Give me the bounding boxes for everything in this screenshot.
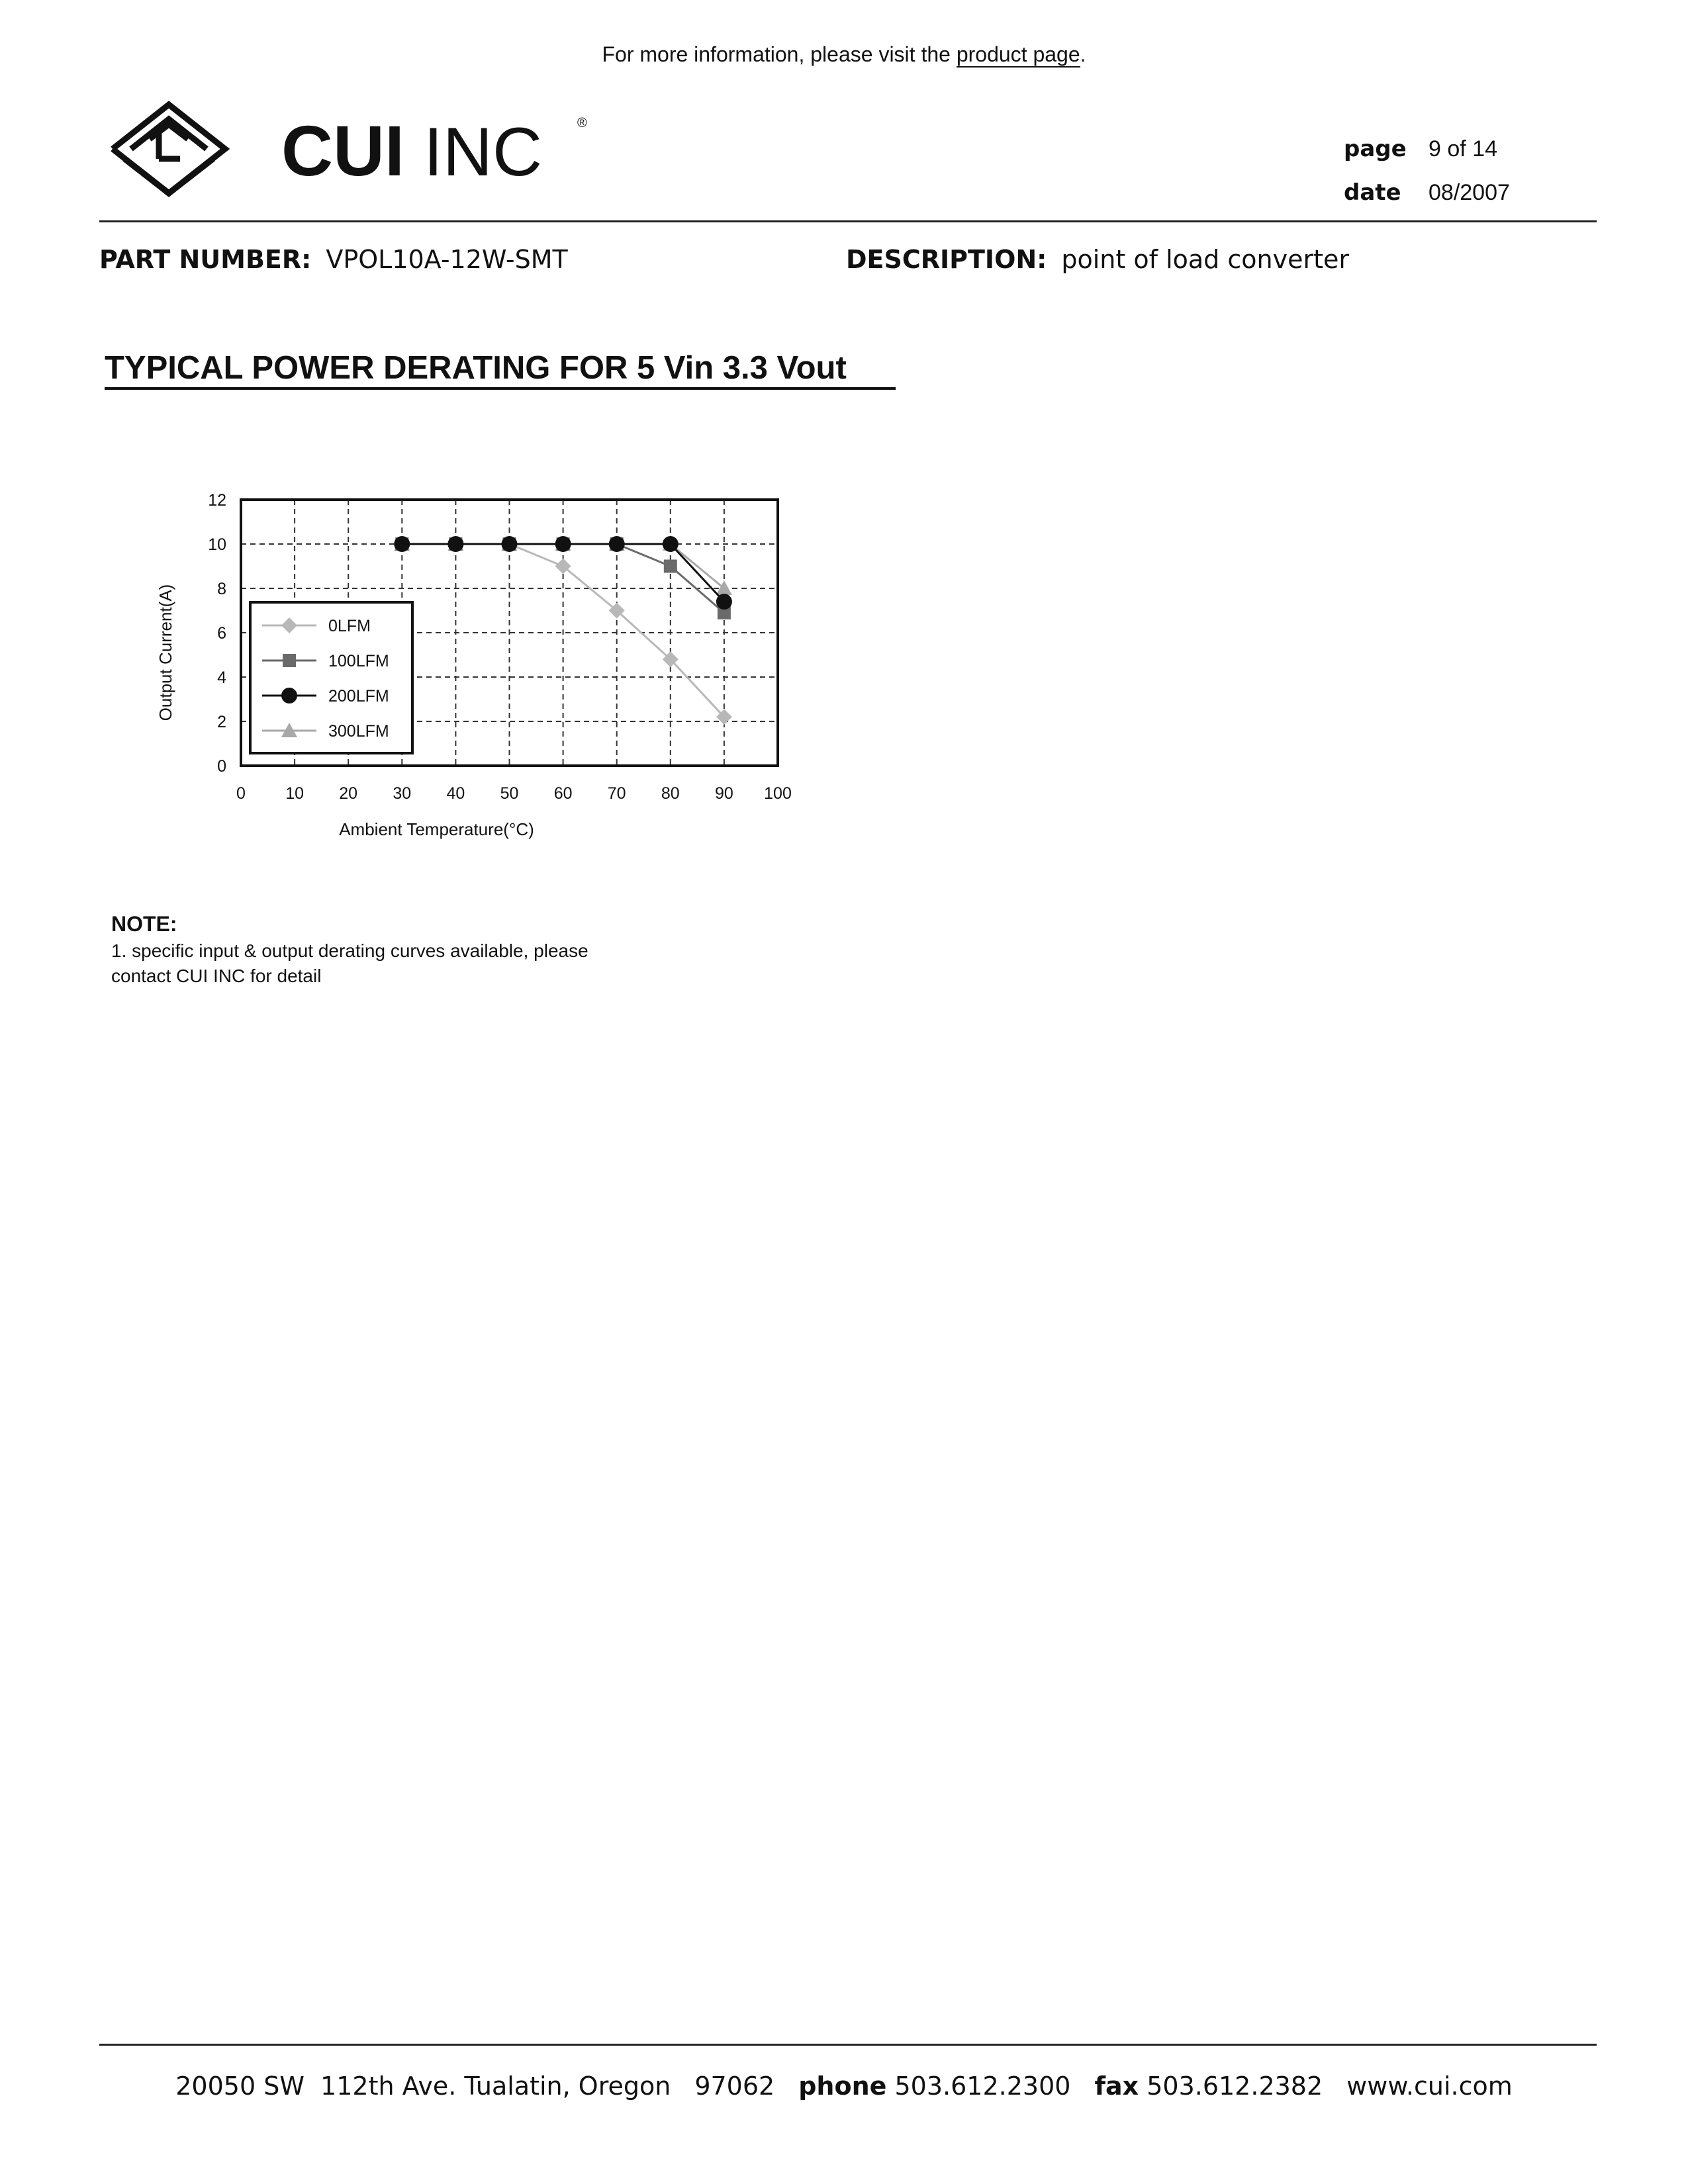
data-point-200LFM	[663, 536, 679, 552]
top-note-suffix: .	[1080, 42, 1086, 66]
x-tick-label: 90	[714, 784, 733, 803]
logo-registered-mark: ®	[577, 116, 587, 130]
x-tick-label: 60	[553, 784, 573, 803]
x-tick-label: 0	[236, 784, 246, 803]
date-value: 08/2007	[1429, 180, 1510, 205]
description-field	[846, 245, 1349, 274]
derating-chart	[132, 477, 827, 847]
y-tick-label: 8	[217, 580, 226, 598]
footer-contact	[0, 2071, 1688, 2101]
date-meta	[1344, 179, 1510, 206]
note-line-1: 1. specific input & output derating curves available, please	[111, 940, 588, 961]
footer-phone: 503.612.2300	[894, 2071, 1071, 2101]
footer-zip: 97062	[694, 2071, 775, 2101]
y-tick-label: 2	[217, 713, 226, 731]
note-heading: NOTE:	[111, 912, 177, 936]
footer-fax-label: fax	[1094, 2071, 1139, 2101]
cui-logo	[106, 93, 609, 212]
data-point-200LFM	[716, 594, 732, 610]
y-tick-label: 6	[217, 624, 226, 643]
page-value: 9 of 14	[1429, 136, 1497, 161]
y-axis-label: Output Current(A)	[156, 584, 175, 721]
logo-text-bold: CUI	[281, 111, 404, 191]
data-point-200LFM	[394, 536, 410, 552]
x-axis-label: Ambient Temperature(°C)	[339, 819, 534, 839]
logo-text-light: INC	[424, 114, 543, 191]
description-value: point of load converter	[1061, 245, 1349, 274]
x-tick-label: 30	[393, 784, 412, 803]
footer-address: 20050 SW 112th Ave. Tualatin, Oregon	[175, 2071, 671, 2101]
y-tick-label: 4	[217, 668, 226, 687]
x-tick-label: 40	[446, 784, 465, 803]
legend-label: 100LFM	[328, 652, 389, 670]
x-tick-label: 70	[607, 784, 626, 803]
footer-fax: 503.612.2382	[1147, 2071, 1323, 2101]
data-point-100LFM	[664, 560, 677, 573]
date-label: date	[1344, 179, 1401, 206]
legend-marker	[283, 654, 296, 667]
part-number-field	[99, 245, 568, 274]
part-number-value: VPOL10A-12W-SMT	[326, 245, 568, 274]
x-tick-label: 20	[339, 784, 358, 803]
footer-divider	[99, 2044, 1597, 2046]
legend-label: 0LFM	[328, 617, 371, 635]
section-title-underline	[105, 387, 896, 390]
top-note-prefix: For more information, please visit the	[602, 42, 957, 66]
legend-label: 300LFM	[328, 722, 389, 741]
legend-label: 200LFM	[328, 687, 389, 705]
y-tick-label: 10	[208, 535, 226, 554]
y-tick-label: 0	[217, 757, 226, 776]
note-text	[111, 938, 707, 989]
y-tick-label: 12	[208, 491, 226, 510]
section-title: TYPICAL POWER DERATING FOR 5 Vin 3.3 Vout	[105, 350, 847, 386]
description-label: DESCRIPTION:	[846, 245, 1047, 274]
page-label: page	[1344, 136, 1407, 162]
footer-phone-label: phone	[798, 2071, 887, 2101]
data-point-200LFM	[609, 536, 625, 552]
cui-logo-icon	[113, 105, 225, 193]
data-point-200LFM	[555, 536, 571, 552]
top-info-note	[0, 42, 1688, 67]
data-point-200LFM	[447, 536, 463, 552]
footer-website-link[interactable]: www.cui.com	[1346, 2071, 1513, 2101]
x-tick-label: 100	[764, 784, 792, 803]
data-point-200LFM	[502, 536, 518, 552]
part-number-label: PART NUMBER:	[99, 245, 312, 274]
product-page-link[interactable]: product page	[956, 42, 1080, 66]
x-tick-label: 50	[500, 784, 519, 803]
legend-marker	[281, 688, 297, 704]
note-line-2: contact CUI INC for detail	[111, 966, 322, 986]
x-tick-label: 80	[661, 784, 680, 803]
page-meta	[1344, 136, 1497, 162]
x-tick-label: 10	[285, 784, 305, 803]
header-divider	[99, 220, 1597, 222]
